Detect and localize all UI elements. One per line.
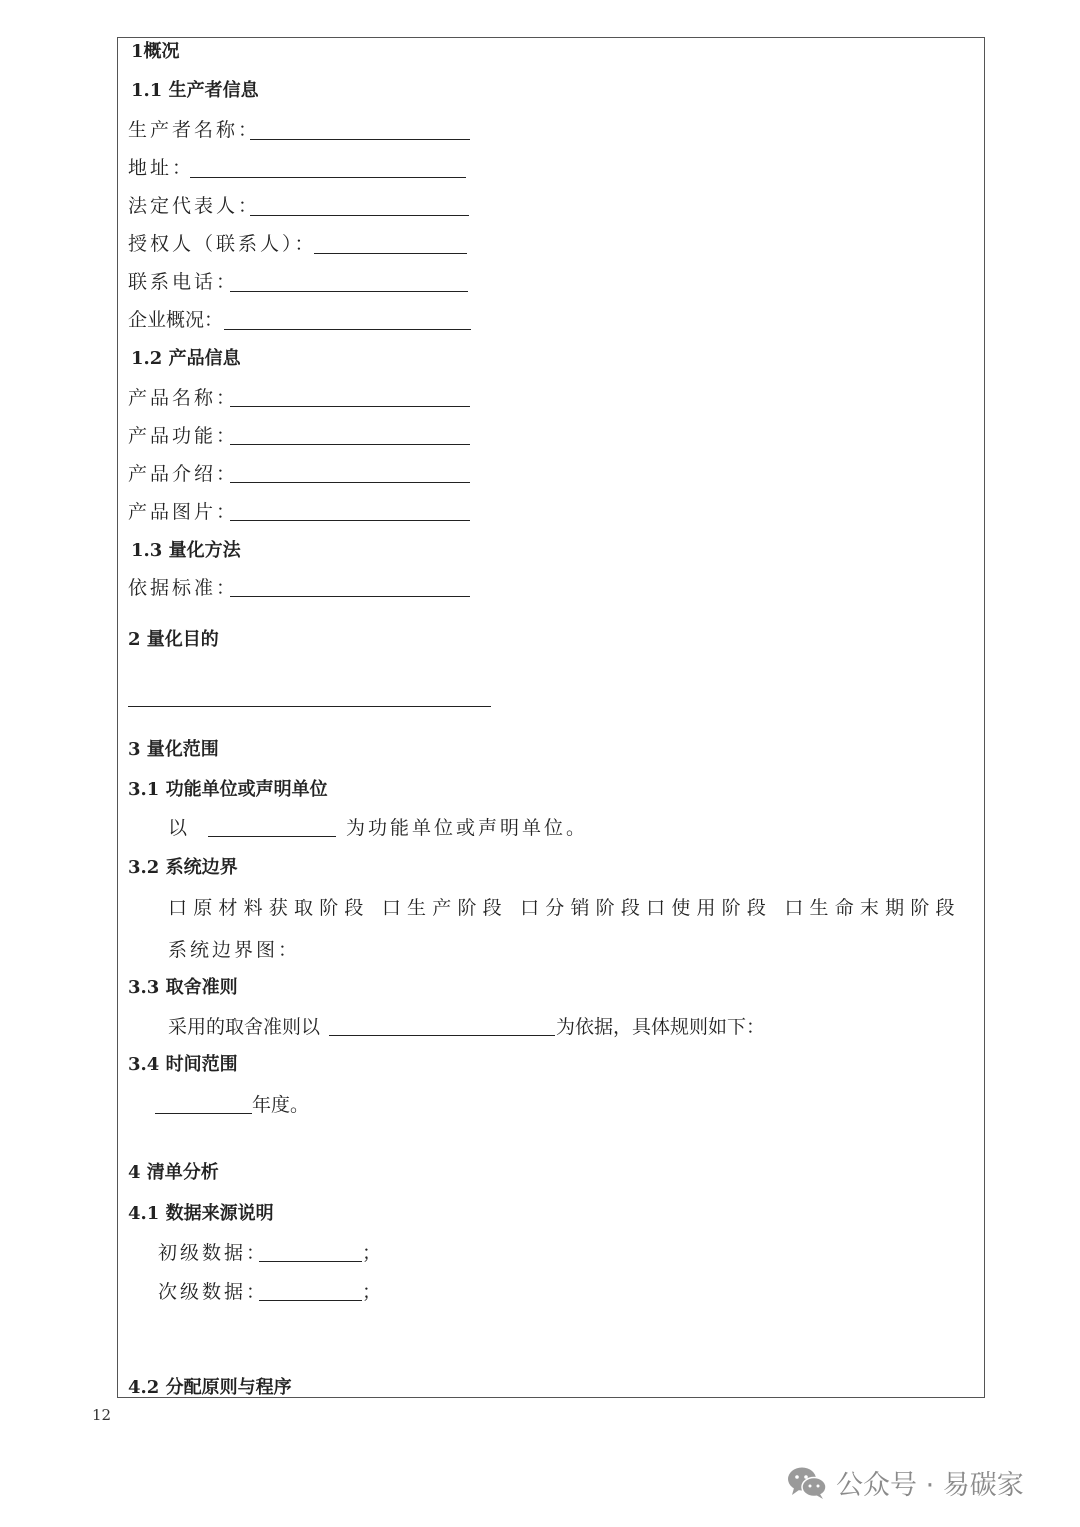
section-4-heading: 4 清单分析	[128, 1162, 219, 1183]
standard-field[interactable]	[230, 596, 470, 597]
secondary-data-field[interactable]	[259, 1300, 362, 1301]
wechat-icon	[786, 1465, 828, 1501]
watermark	[786, 1463, 1024, 1502]
product-function-label: 产品功能：	[128, 425, 239, 447]
cutoff-suffix: 为依据，具体规则如下：	[556, 1016, 766, 1038]
boundary-diagram-label: 系统边界图：	[168, 939, 301, 961]
address-field[interactable]	[190, 177, 466, 178]
section-2-heading: 2 量化目的	[128, 629, 219, 650]
section-3-3-heading: 3.3 取舍准则	[128, 977, 238, 998]
secondary-data-label: 次级数据：	[158, 1281, 269, 1303]
section-3-4-heading: 3.4 时间范围	[128, 1054, 238, 1075]
legal-rep-label: 法定代表人：	[128, 195, 261, 217]
section-3-heading: 3 量化范围	[128, 739, 219, 760]
company-overview-field[interactable]	[224, 329, 471, 330]
authorized-person-field[interactable]	[314, 253, 467, 254]
functional-unit-field[interactable]	[208, 836, 336, 837]
year-suffix: 年度。	[252, 1094, 310, 1116]
section-1-3-heading: 1.3 量化方法	[131, 540, 241, 561]
page-number: 12	[92, 1406, 112, 1424]
producer-name-field[interactable]	[250, 139, 470, 140]
section-3-1-heading: 3.1 功能单位或声明单位	[128, 779, 328, 800]
cutoff-prefix: 采用的取舍准则以	[168, 1016, 321, 1038]
primary-data-field[interactable]	[259, 1261, 362, 1262]
functional-unit-suffix: 为功能单位或声明单位。	[346, 817, 589, 839]
section-1-2-heading: 1.2 产品信息	[131, 348, 241, 369]
product-image-field[interactable]	[230, 520, 470, 521]
company-overview-label: 企业概况：	[128, 309, 224, 331]
producer-name-label: 生产者名称：	[128, 119, 261, 141]
functional-unit-prefix: 以	[168, 817, 188, 839]
primary-data-label: 初级数据：	[158, 1242, 269, 1264]
product-function-field[interactable]	[230, 444, 470, 445]
secondary-data-semicolon: ；	[362, 1281, 382, 1303]
phone-label: 联系电话：	[128, 271, 239, 293]
authorized-person-label: 授权人（联系人）：	[128, 233, 317, 255]
product-name-label: 产品名称：	[128, 387, 239, 409]
address-label: 地址：	[128, 157, 195, 179]
standard-label: 依据标准：	[128, 577, 239, 599]
purpose-field[interactable]	[128, 706, 491, 707]
product-image-label: 产品图片：	[128, 501, 239, 523]
section-4-1-heading: 4.1 数据来源说明	[128, 1203, 274, 1224]
year-field[interactable]	[155, 1113, 252, 1114]
primary-data-semicolon: ；	[362, 1242, 382, 1264]
phone-field[interactable]	[230, 291, 468, 292]
section-1-1-heading: 1.1 生产者信息	[131, 80, 259, 101]
section-1-heading: 1概况	[131, 41, 180, 62]
product-intro-field[interactable]	[230, 482, 470, 483]
legal-rep-field[interactable]	[250, 215, 469, 216]
cutoff-field[interactable]	[329, 1035, 555, 1036]
product-intro-label: 产品介绍：	[128, 463, 239, 485]
section-3-2-heading: 3.2 系统边界	[128, 857, 238, 878]
product-name-field[interactable]	[230, 406, 470, 407]
watermark-text: 公众号 · 易碳家	[836, 1470, 1024, 1501]
section-4-2-heading: 4.2 分配原则与程序	[128, 1377, 292, 1398]
lifecycle-stage-options[interactable]: 口原材料获取阶段 口生产阶段 口分销阶段口使用阶段 口生命末期阶段	[168, 897, 961, 919]
